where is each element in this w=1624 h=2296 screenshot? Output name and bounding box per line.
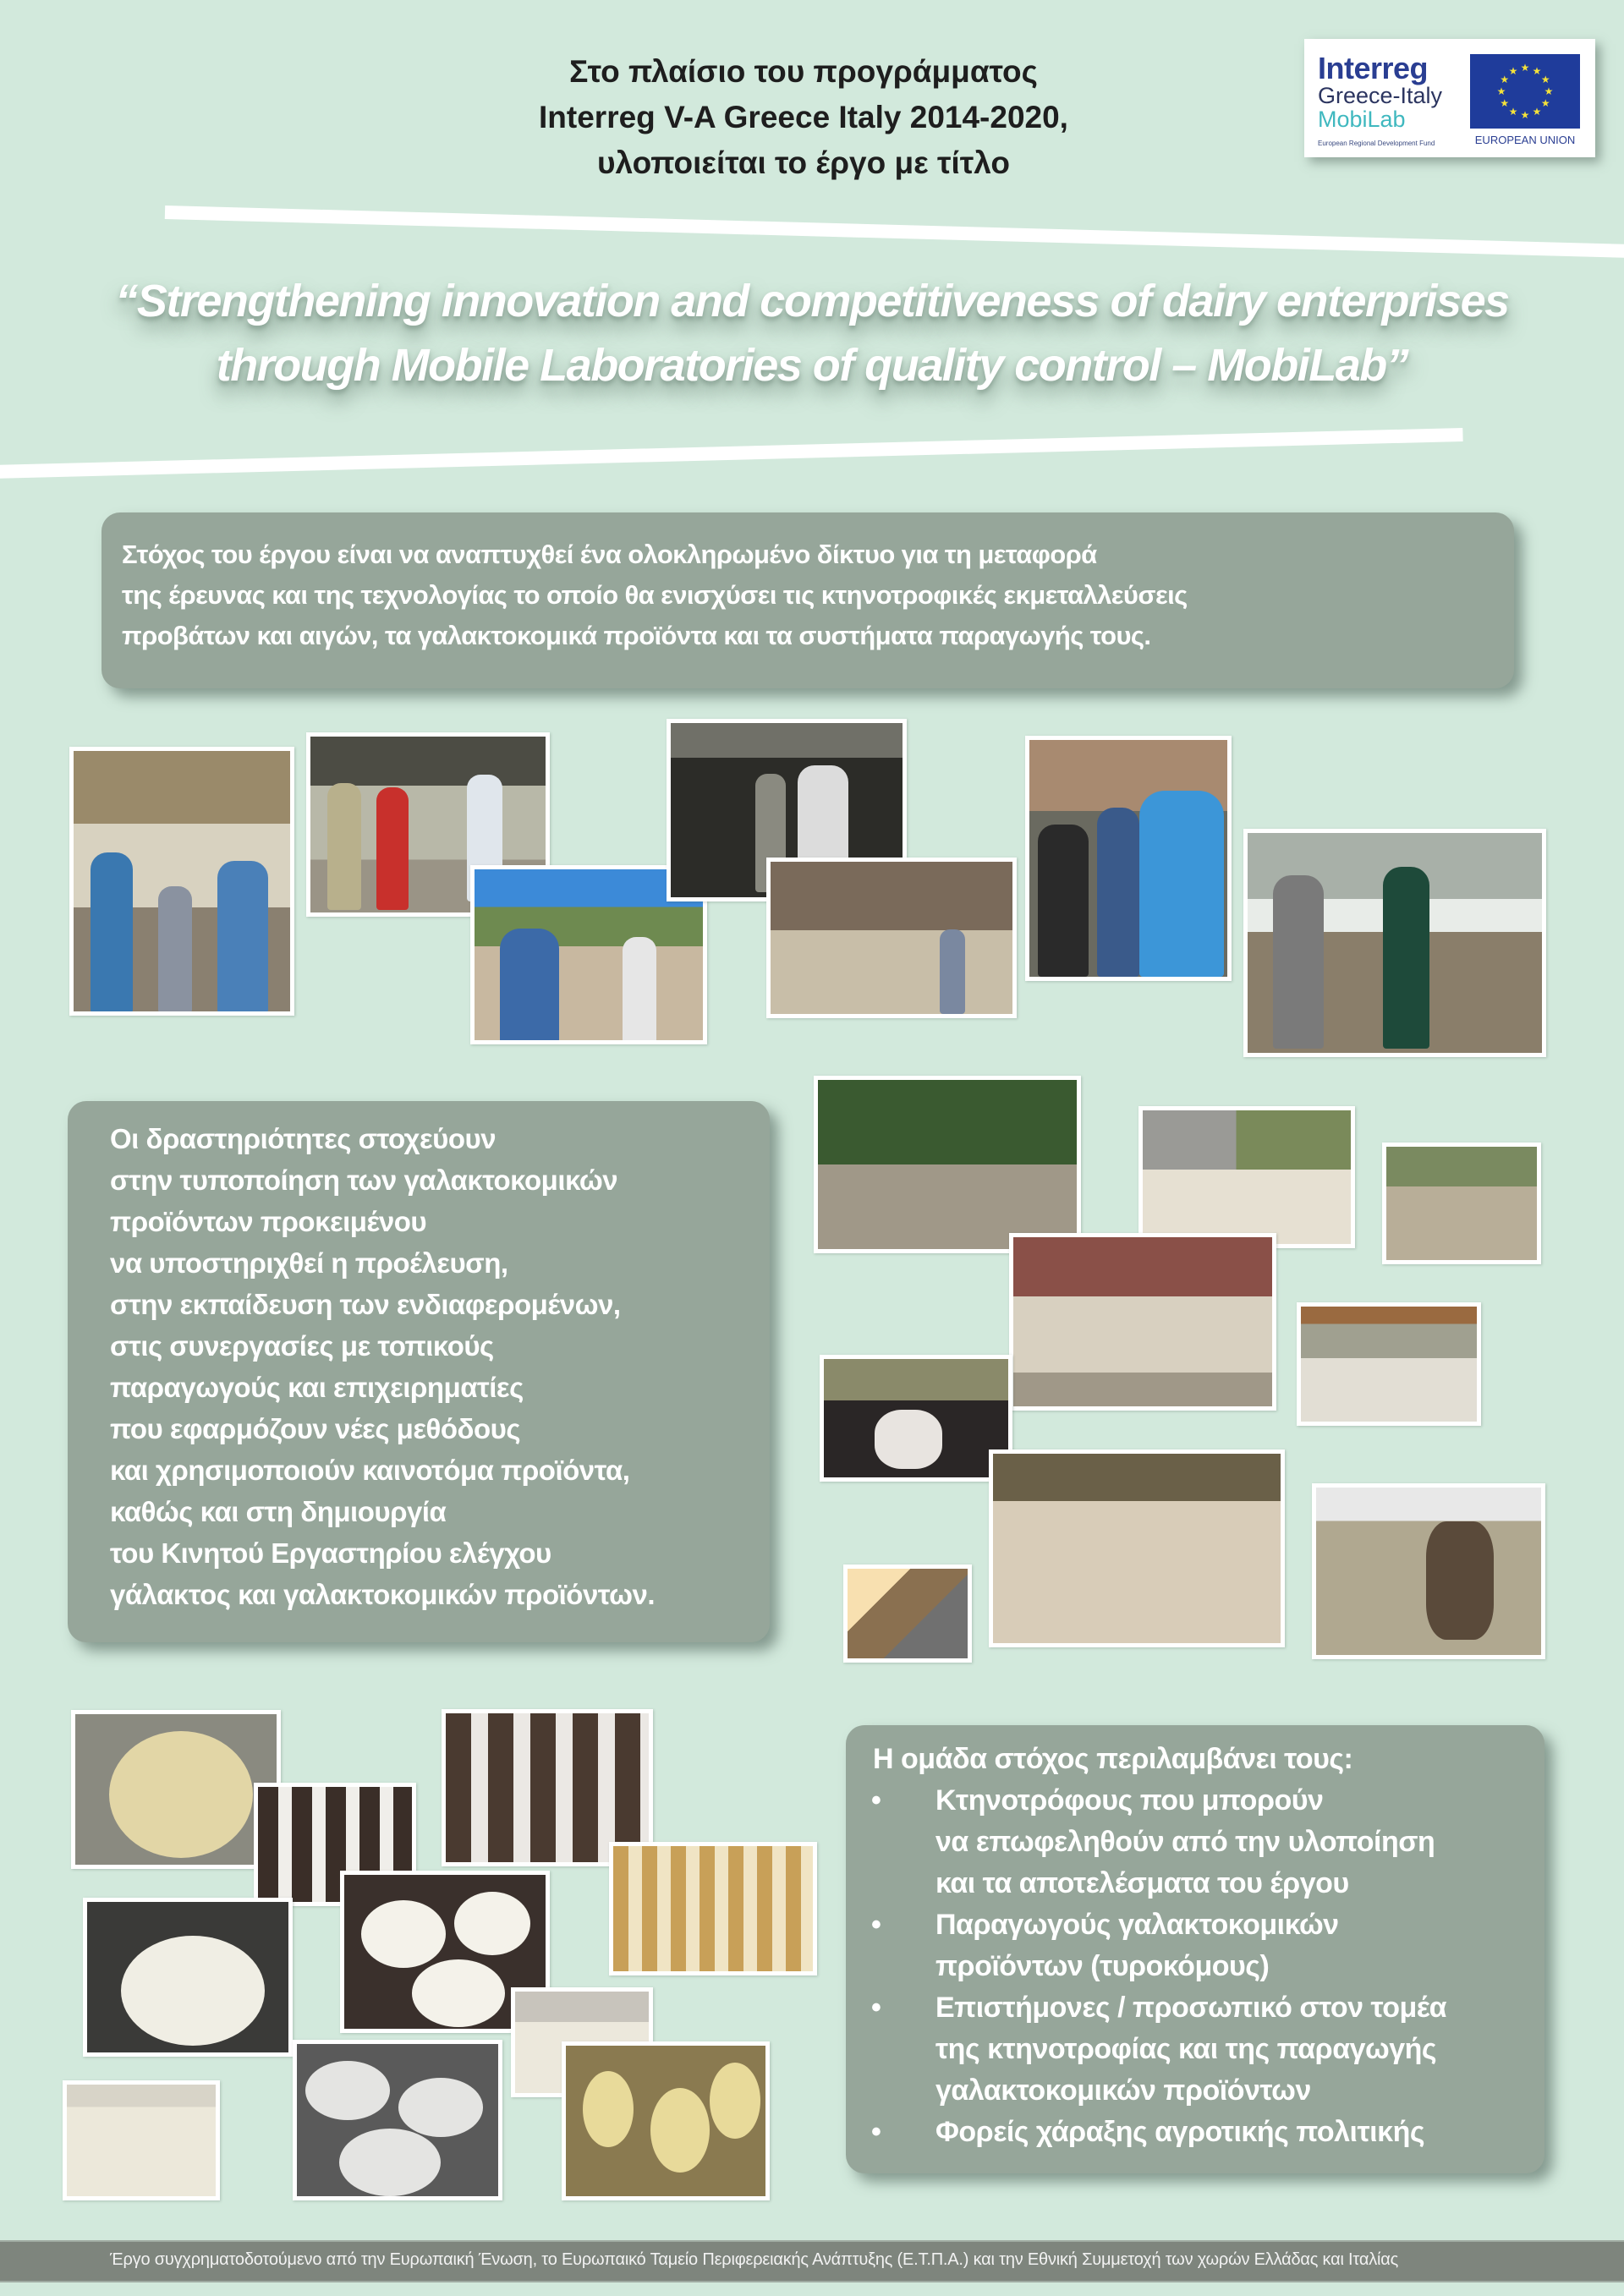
photo-cheese-speckled: [293, 2040, 502, 2200]
goal-line: Στόχος του έργου είναι να αναπτυχθεί ένα ολοκληρωμένο δίκτυο για τη μεταφορά: [122, 540, 1097, 569]
eu-star-icon: ★: [1540, 74, 1550, 85]
photo-sheep-grazing: [989, 1449, 1285, 1647]
photo-sheep-barn: [1297, 1302, 1481, 1426]
bullet-icon: •: [871, 2116, 881, 2148]
interreg-mobilab-logo: [1304, 39, 1595, 157]
activities-line: Οι δραστηριότητες στοχεύουν: [110, 1123, 497, 1154]
activities-line: παραγωγούς και επιχειρηματίες: [110, 1372, 524, 1403]
activities-line: να υποστηριχθεί η προέλευση,: [110, 1247, 508, 1279]
eu-star-icon: ★: [1500, 74, 1510, 85]
target-group-item: [871, 2112, 1446, 2153]
activities-line: καθώς και στη δημιουργία: [110, 1496, 447, 1527]
photo-farm-visit: [69, 747, 294, 1016]
bullet-icon: •: [871, 1909, 881, 1941]
photo-farm-visit: [1243, 829, 1546, 1057]
item-line: Κτηνοτρόφους που μπορούν: [935, 1784, 1324, 1817]
goal-line: της έρευνας και της τεχνολογίας το οποίο θα ενισχύσει τις κτηνοτροφικές εκμεταλλεύσεις: [122, 580, 1188, 610]
eu-star-icon: ★: [1532, 64, 1542, 77]
eu-star-icon: ★: [1520, 109, 1530, 121]
eu-star-icon: ★: [1532, 106, 1542, 118]
activities-line: που εφαρμόζουν νέες μεθόδους: [110, 1413, 521, 1444]
eu-star-icon: ★: [1500, 97, 1510, 109]
logo-project-text: MobiLab: [1318, 107, 1406, 132]
eu-star-icon: ★: [1540, 97, 1550, 109]
funding-footer: [0, 2240, 1624, 2282]
item-line: να επωφεληθούν από την υλοποίηση: [935, 1826, 1435, 1858]
eu-star-icon: ★: [1496, 85, 1506, 97]
photo-goats-straw: [1312, 1483, 1545, 1659]
title-line: “Strengthening innovation and competitiveness of dairy enterprises: [115, 276, 1509, 326]
eu-star-icon: ★: [1520, 62, 1530, 74]
photo-cheese-wheel: [71, 1710, 281, 1869]
decorative-stripe-bottom: [0, 428, 1463, 479]
eu-star-icon: ★: [1508, 106, 1518, 118]
photo-farm-visit: [1025, 736, 1232, 981]
photo-cheese-feta: [63, 2080, 220, 2200]
programme-intro: [474, 49, 1133, 186]
eu-star-icon: ★: [1508, 64, 1518, 77]
activities-line: του Κινητού Εργαστηρίου ελέγχου: [110, 1537, 551, 1569]
activities-line: και χρησιμοποιούν καινοτόμα προϊόντα,: [110, 1455, 630, 1486]
activities-panel: [68, 1101, 770, 1642]
activities-line: στην εκπαίδευση των ενδιαφερομένων,: [110, 1289, 621, 1320]
item-line: Επιστήμονες / προσωπικό στον τομέα: [935, 1992, 1447, 2024]
logo-fund-text: European Regional Development Fund: [1318, 140, 1435, 147]
photo-cheese-white-wheels: [83, 1898, 293, 2057]
target-group-panel: [846, 1725, 1544, 2173]
item-line: γαλακτοκομικών προϊόντων: [935, 2074, 1311, 2107]
project-title: [34, 269, 1590, 397]
activities-line: γάλακτος και γαλακτοκομικών προϊόντων.: [110, 1579, 655, 1610]
bullet-icon: •: [871, 1992, 881, 2024]
goal-panel: [102, 512, 1514, 688]
target-group-list: [871, 1780, 1446, 2153]
activities-line: στις συνεργασίες με τοπικούς: [110, 1330, 494, 1362]
target-group-item: [871, 1904, 1446, 1987]
title-line: through Mobile Laboratories of quality control – MobiLab”: [216, 340, 1408, 391]
eu-label: EUROPEAN UNION: [1474, 134, 1576, 146]
target-group-item: [871, 1780, 1446, 1904]
eu-flag-icon: [1470, 54, 1580, 129]
photo-goat-pen: [1382, 1143, 1541, 1264]
eu-star-icon: ★: [1544, 85, 1554, 97]
target-group-item: [871, 1987, 1446, 2112]
intro-line: υλοποιείται το έργο με τίτλο: [597, 145, 1010, 180]
item-line: της κτηνοτροφίας και της παραγωγής: [935, 2033, 1437, 2065]
logo-region-text: Greece-Italy: [1318, 83, 1443, 108]
target-group-heading: Η ομάδα στόχος περιλαμβάνει τους:: [873, 1743, 1353, 1775]
activities-line: προϊόντων προκειμένου: [110, 1206, 427, 1237]
logo-interreg-text: Interreg: [1318, 51, 1429, 85]
photo-cheese-bags: [562, 2041, 770, 2200]
photo-sheep-flock: [1009, 1233, 1276, 1411]
bullet-icon: •: [871, 1784, 881, 1817]
decorative-stripe-top: [165, 205, 1624, 258]
goal-line: προβάτων και αιγών, τα γαλακτοκομικά προϊόντα και τα συστήματα παραγωγής τους.: [122, 621, 1151, 650]
intro-line: Interreg V-A Greece Italy 2014-2020,: [539, 100, 1068, 134]
activities-line: στην τυποποίηση των γαλακτοκομικών: [110, 1164, 618, 1196]
photo-farm-visit: [766, 858, 1017, 1018]
photo-sheep-flock: [1138, 1106, 1355, 1248]
intro-line: Στο πλαίσιο του προγράμματος: [569, 54, 1038, 89]
item-line: προϊόντων (τυροκόμους): [935, 1950, 1270, 1982]
item-line: και τα αποτελέσματα του έργου: [935, 1867, 1349, 1899]
photo-goats-shade: [820, 1355, 1012, 1482]
footer-text: Έργο συγχρηματοδοτούμενο από την Ευρωπαική Ένωση, το Ευρωπαικό Ταμείο Περιφερειακής Ανάπτυξης (Ε.Τ.Π.Α.) και την Εθνική Συμμετοχή των χωρών Ελλάδας και Ιταλίας: [110, 2250, 1399, 2269]
photo-cheese-hanging: [609, 1842, 817, 1975]
item-line: Παραγωγούς γαλακτοκομικών: [935, 1909, 1339, 1941]
photo-goats-forest: [814, 1076, 1081, 1253]
photo-sunset-road: [843, 1564, 972, 1663]
item-line: Φορείς χάραξης αγροτικής πολιτικής: [935, 2116, 1425, 2148]
